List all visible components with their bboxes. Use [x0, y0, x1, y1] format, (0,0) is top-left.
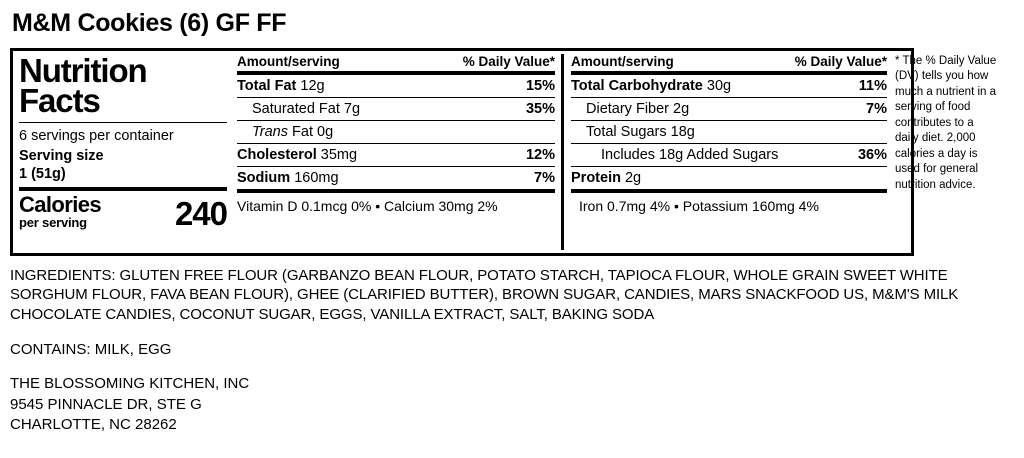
page-title: M&M Cookies (6) GF FF — [12, 9, 287, 37]
serving-size-label: Serving size — [19, 148, 104, 165]
calories-label: Calories — [19, 192, 102, 218]
table-row — [571, 121, 887, 143]
nutrient-amount: 30g — [706, 77, 732, 94]
nutrient-name: Trans — [252, 123, 288, 140]
table-row — [237, 75, 555, 97]
nutrient-name: Dietary Fiber — [586, 100, 669, 117]
vitamins-right: Iron 0.7mg 4% • Potassium 160mg 4% — [579, 197, 819, 214]
table-row — [237, 144, 555, 166]
nutrient-name: Sodium — [237, 169, 291, 186]
calories-value: 240 — [174, 195, 227, 233]
servings-per-container: 6 servings per container — [19, 128, 174, 145]
vitamins-left: Vitamin D 0.1mcg 0% • Calcium 30mg 2% — [237, 197, 498, 214]
nutrient-name: Cholesterol — [237, 146, 317, 163]
nutrient-name: Total Fat — [237, 77, 297, 94]
table-row — [237, 98, 555, 120]
ingredients-text: INGREDIENTS: GLUTEN FREE FLOUR (GARBANZO BEAN FLOUR, POTATO STARCH, TAPIOCA FLOUR, WHOLE GRAIN SWEET WHITE SORGHUM FLOUR, FAVA BEAN FLOUR), GHEE (CLARIFIED BUTTER), BROWN SUGAR, CANDIES, MARS SNACKFOOD US, M&M'S MILK CHOCOLATE CANDIES, COCONUT SUGAR, EGGS, VANILLA EXTRACT, SALT, BAKING SODA — [10, 266, 959, 324]
nutrition-facts-panel — [10, 48, 997, 256]
column-header-right — [571, 54, 887, 71]
nutrient-amount: 7g — [343, 100, 361, 117]
nutrient-name: Total Carbohydrate — [571, 77, 703, 94]
table-row — [571, 98, 887, 120]
nutrient-amount: 2g — [673, 100, 690, 117]
table-row — [571, 167, 887, 189]
nutrient-dv: 36% — [857, 146, 887, 163]
nutrient-dv: 12% — [525, 146, 555, 163]
serving-size-value: 1 (51g) — [19, 166, 66, 183]
header-daily-value: % Daily Value* — [462, 53, 555, 69]
table-row — [571, 75, 887, 97]
nutrient-amount: 2g — [624, 169, 642, 186]
manufacturer-name: THE BLOSSOMING KITCHEN, INC — [10, 375, 250, 393]
calories-sublabel: per serving — [19, 215, 87, 231]
nutrient-dv: 35% — [525, 100, 555, 117]
column-header-left — [237, 54, 555, 71]
table-row — [571, 144, 887, 166]
nutrient-amount: 35mg — [320, 146, 358, 163]
allergen-statement: CONTAINS: MILK, EGG — [10, 341, 172, 359]
manufacturer-city-state-zip: CHARLOTTE, NC 28262 — [10, 415, 177, 433]
nutrient-amount: 18g — [670, 123, 695, 140]
manufacturer-address — [10, 374, 1014, 435]
nutrition-facts-title-line1: Nutrition — [19, 51, 147, 89]
nutrition-summary-column — [19, 51, 233, 250]
nutrient-amount: 160mg — [294, 169, 339, 186]
nutrient-name: Saturated Fat — [252, 100, 340, 117]
nutrition-facts-title — [19, 51, 227, 119]
nutrient-columns — [233, 54, 887, 250]
table-row — [237, 167, 555, 189]
nutrient-amount: 12g — [300, 77, 325, 94]
nutrient-dv: 7% — [866, 100, 887, 117]
nutrient-column-left — [237, 54, 561, 250]
header-amount-per-serving: Amount/serving — [237, 53, 340, 69]
nutrient-name: Total Sugars — [586, 123, 667, 140]
nutrient-name: Includes 18g Added Sugars — [601, 146, 779, 163]
daily-value-footnote: * The % Daily Value (DV) tells you how much a nutrient in a serving of food contributes to a daily diet. 2,000 calories a day is used for general nutrition advice. — [895, 54, 997, 191]
nutrient-name: Protein — [571, 169, 621, 186]
nutrient-dv: 15% — [525, 77, 555, 94]
header-daily-value-2: % Daily Value* — [794, 53, 887, 69]
table-row — [237, 121, 555, 143]
header-amount-per-serving-2: Amount/serving — [571, 53, 674, 69]
nutrient-dv: 11% — [858, 77, 887, 94]
nutrient-amount: Fat 0g — [292, 123, 334, 140]
manufacturer-street: 9545 PINNACLE DR, STE G — [10, 395, 202, 413]
calories-row — [19, 191, 227, 233]
nutrient-dv: 7% — [534, 169, 555, 186]
nutrition-facts-title-line2: Facts — [19, 81, 100, 119]
nutrient-column-right — [561, 54, 887, 250]
